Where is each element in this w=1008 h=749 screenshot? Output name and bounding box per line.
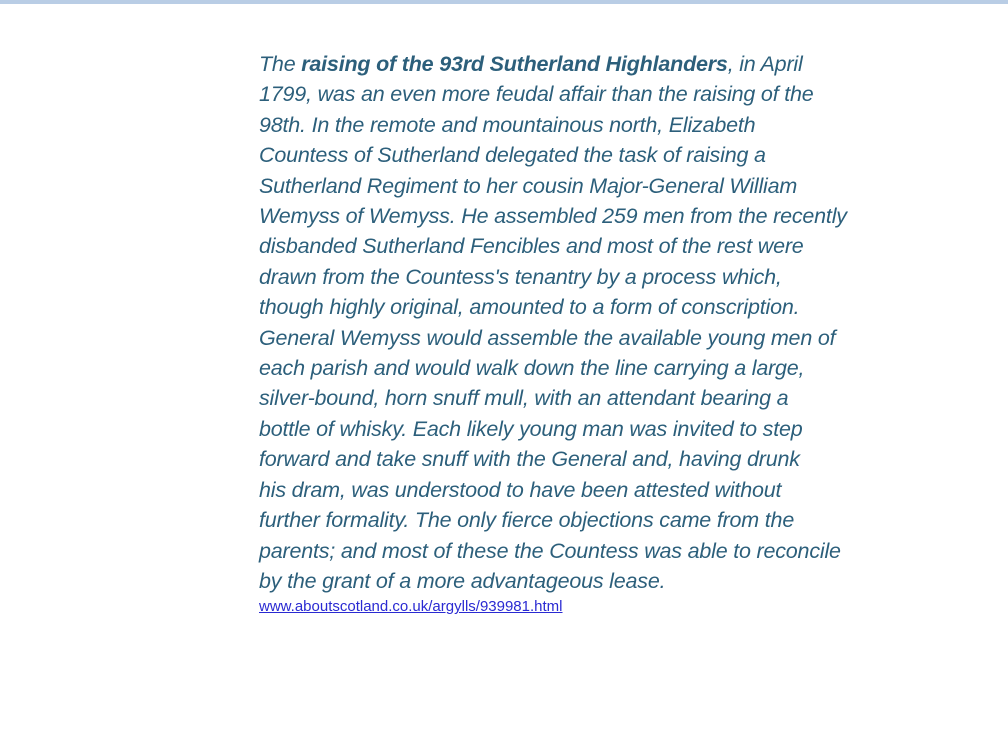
source-link[interactable]: www.aboutscotland.co.uk/argylls/939981.html — [259, 598, 563, 616]
quote-paragraph — [259, 49, 959, 616]
quote-line: by the grant of a more advantageous lease. — [259, 568, 666, 593]
quote-line: bottle of whisky. Each likely young man was invited to step — [259, 416, 803, 441]
quote-line: 1799, was an even more feudal affair than the raising of the — [259, 82, 814, 107]
quote-line: disbanded Sutherland Fencibles and most of the rest were — [259, 234, 804, 259]
quote-line1-bold: raising of the 93rd Sutherland Highlanders — [301, 52, 728, 76]
quote-line: each parish and would walk down the line carrying a large, — [259, 356, 805, 381]
quote-line: Wemyss of Wemyss. He assembled 259 men from the recently — [259, 204, 847, 229]
quote-line: Countess of Sutherland delegated the task of raising a — [259, 143, 766, 168]
quote-line: silver-bound, horn snuff mull, with an attendant bearing a — [259, 386, 789, 411]
quote-line: his dram, was understood to have been attested without — [259, 477, 782, 502]
quote-line: parents; and most of these the Countess was able to reconcile — [259, 538, 841, 563]
quote-line: further formality. The only fierce objections came from the — [259, 508, 795, 533]
quote-line: 98th. In the remote and mountainous north, Elizabeth — [259, 112, 756, 137]
top-accent-bar — [0, 0, 1008, 4]
quote-line: Sutherland Regiment to her cousin Major-General William — [259, 173, 798, 198]
quote-line1-pre: The — [259, 52, 302, 76]
quote-line: though highly original, amounted to a form of conscription. — [259, 295, 800, 320]
quote-line — [259, 49, 959, 79]
quote-line: General Wemyss would assemble the available young men of — [259, 325, 836, 350]
quote-line: forward and take snuff with the General and, having drunk — [259, 447, 800, 472]
quote-line: drawn from the Countess's tenantry by a process which, — [259, 264, 782, 289]
quote-line1-post: , in April — [727, 52, 803, 76]
